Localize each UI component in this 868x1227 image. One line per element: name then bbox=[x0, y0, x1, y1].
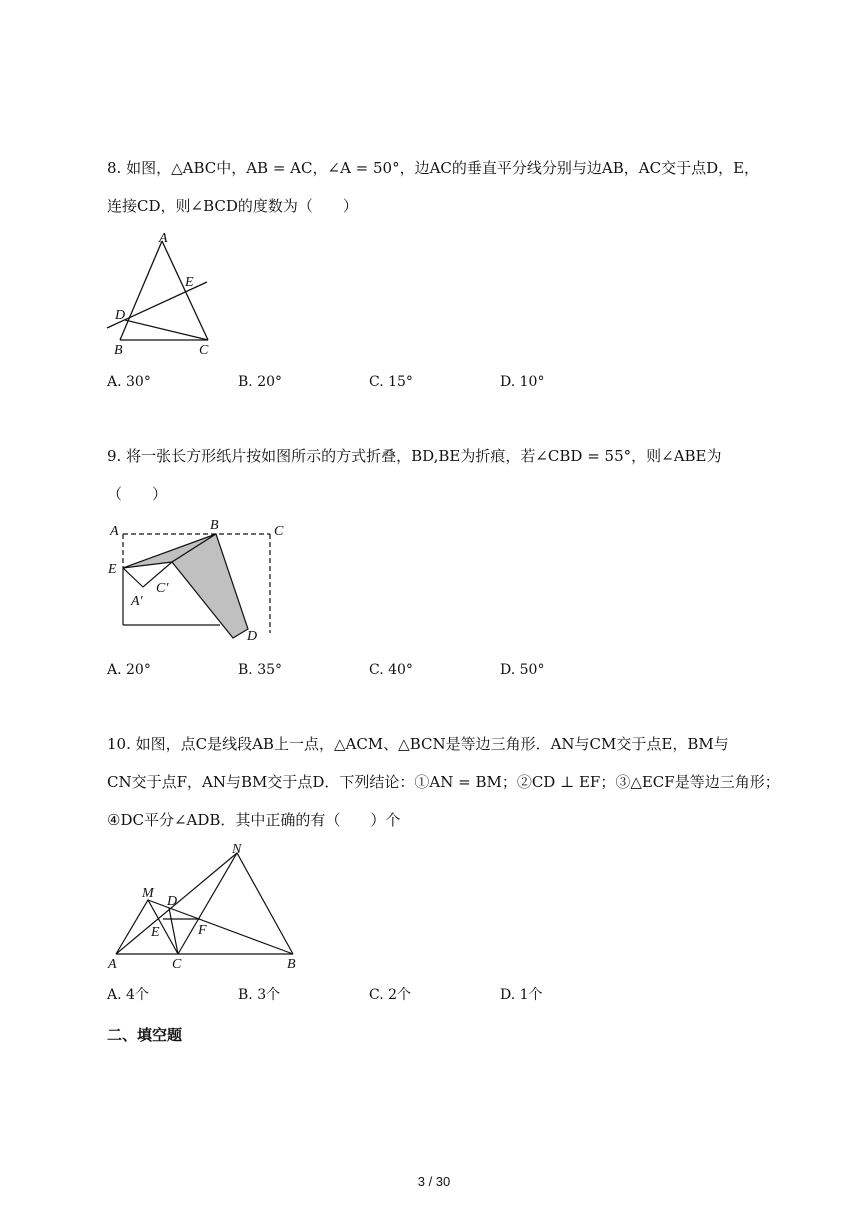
q10-stem-line1: 10. 如图，点C是线段AB上一点，△ACM、△BCN是等边三角形．AN与CM交于点E，BM与 bbox=[107, 735, 729, 753]
q8-figure bbox=[100, 228, 220, 358]
q9-option-b: B. 35° bbox=[238, 662, 283, 678]
q10-stem-line3: ④DC平分∠ADB．其中正确的有（ ）个 bbox=[107, 811, 401, 829]
q9-label-c: C bbox=[274, 524, 284, 539]
q9-stem-line1: 9. 将一张长方形纸片按如图所示的方式折叠，BD,BE为折痕，若∠CBD = 55°，则∠ABE为 bbox=[107, 447, 722, 465]
q8-stem-line1: 8. 如图，△ABC中，AB = AC，∠A = 50°，边AC的垂直平分线分别与边AB，AC交于点D，E， bbox=[107, 159, 760, 177]
page-number: 3 / 30 bbox=[417, 1174, 451, 1189]
q8-label-e: E bbox=[185, 275, 194, 290]
q10-label-f: F bbox=[198, 923, 207, 938]
q8-stem-line2: 连接CD，则∠BCD的度数为（ ） bbox=[107, 197, 358, 215]
q8-option-d: D. 10° bbox=[500, 374, 545, 390]
q10-option-c: C. 2个 bbox=[369, 987, 412, 1003]
q9-label-e: E bbox=[108, 562, 117, 577]
q9-label-a-prime: A′ bbox=[131, 594, 143, 609]
q10-option-a: A. 4个 bbox=[107, 987, 149, 1003]
q8-option-b: B. 20° bbox=[238, 374, 283, 390]
q8-side-ab bbox=[120, 241, 162, 340]
q10-stem-line2: CN交于点F，AN与BM交于点D．下列结论：①AN = BM；②CD ⊥ EF；③△ECF是等边三角形； bbox=[107, 773, 780, 791]
q9-label-c-prime: C′ bbox=[156, 581, 169, 596]
q9-label-d: D bbox=[247, 629, 258, 644]
q9-option-c: C. 40° bbox=[369, 662, 413, 678]
q10-label-m: M bbox=[142, 886, 154, 901]
q10-label-c: C bbox=[172, 957, 182, 972]
q8-segment-cd bbox=[125, 320, 208, 340]
q10-triangle-bcn bbox=[178, 853, 293, 954]
q10-label-n: N bbox=[232, 842, 242, 857]
q8-option-c: C. 15° bbox=[369, 374, 413, 390]
q8-label-d: D bbox=[115, 308, 126, 323]
q10-label-e: E bbox=[151, 925, 160, 940]
q10-option-d: D. 1个 bbox=[500, 987, 543, 1003]
section-heading: 二、填空题 bbox=[107, 1026, 183, 1044]
q8-option-a: A. 30° bbox=[107, 374, 151, 390]
q9-stem-line2: （ ） bbox=[107, 485, 168, 503]
q10-label-a: A bbox=[108, 957, 117, 972]
q8-label-b: B bbox=[114, 343, 123, 358]
q9-label-a: A bbox=[110, 524, 119, 539]
q9-option-d: D. 50° bbox=[500, 662, 545, 678]
q9-figure bbox=[100, 515, 300, 650]
q10-label-d: D bbox=[167, 894, 178, 909]
q8-label-a: A bbox=[159, 231, 168, 246]
q8-label-c: C bbox=[199, 343, 209, 358]
q9-label-b: B bbox=[210, 518, 219, 533]
q10-option-b: B. 3个 bbox=[238, 987, 281, 1003]
q9-option-a: A. 20° bbox=[107, 662, 151, 678]
q8-side-ac bbox=[162, 241, 208, 340]
q10-figure bbox=[100, 840, 310, 975]
q10-label-b: B bbox=[287, 957, 296, 972]
